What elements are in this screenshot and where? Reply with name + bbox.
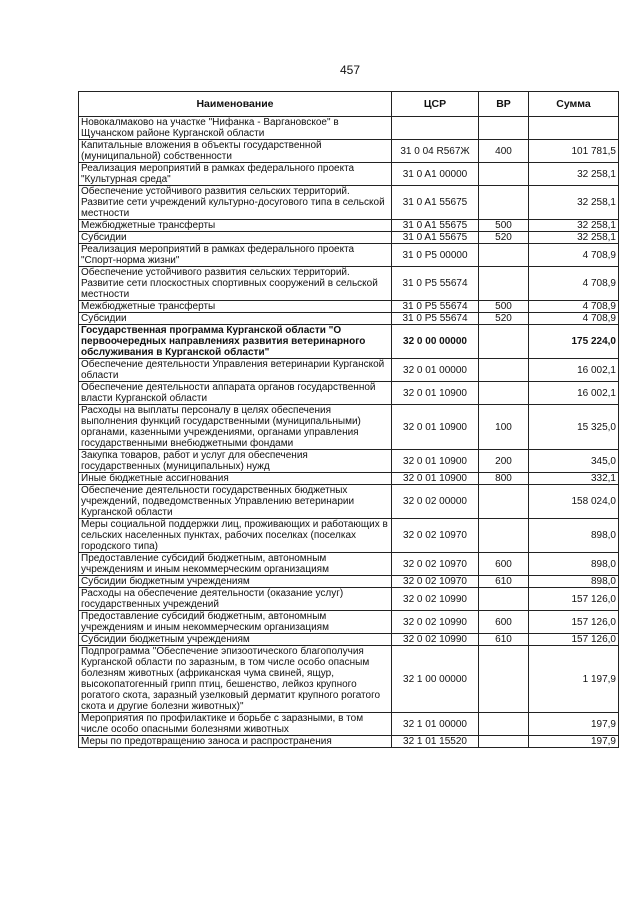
table-row: [79, 163, 619, 186]
row-vr: 100: [479, 405, 529, 450]
row-csr: 32 1 01 15520: [392, 736, 479, 748]
column-header-name: Наименование: [79, 92, 392, 117]
row-vr: 520: [479, 232, 529, 244]
row-sum: 898,0: [529, 576, 619, 588]
table-row: [79, 359, 619, 382]
table-row: [79, 713, 619, 736]
row-sum: 4 708,9: [529, 267, 619, 301]
row-sum: 157 126,0: [529, 634, 619, 646]
row-sum: 345,0: [529, 450, 619, 473]
row-csr: 31 0 P5 55674: [392, 313, 479, 325]
row-sum: 4 708,9: [529, 301, 619, 313]
row-sum: 4 708,9: [529, 313, 619, 325]
row-sum: 16 002,1: [529, 382, 619, 405]
table-header-row: [79, 92, 619, 117]
row-name: Закупка товаров, работ и услуг для обеспечения государственных (муниципальных) нужд: [79, 450, 392, 473]
row-vr: 200: [479, 450, 529, 473]
row-sum: 101 781,5: [529, 140, 619, 163]
table-row: [79, 485, 619, 519]
row-name: Обеспечение деятельности аппарата органов государственной власти Курганской области: [79, 382, 392, 405]
row-name: Мероприятия по профилактике и борьбе с заразными, в том числе особо опасными болезнями животных: [79, 713, 392, 736]
row-sum: 32 258,1: [529, 186, 619, 220]
row-name: Межбюджетные трансферты: [79, 220, 392, 232]
row-csr: 32 0 02 10990: [392, 634, 479, 646]
row-name: Обеспечение устойчивого развития сельских территорий. Развитие сети плоскостных спортивных сооружений в сельской местности: [79, 267, 392, 301]
row-name: Расходы на обеспечение деятельности (оказание услуг) государственных учреждений: [79, 588, 392, 611]
row-sum: 157 126,0: [529, 588, 619, 611]
row-vr: 610: [479, 576, 529, 588]
table-row: [79, 382, 619, 405]
table-row: [79, 220, 619, 232]
row-vr: [479, 244, 529, 267]
row-vr: [479, 267, 529, 301]
table-row: [79, 736, 619, 748]
row-csr: 32 0 01 10900: [392, 382, 479, 405]
table-row: [79, 588, 619, 611]
table-row: [79, 117, 619, 140]
row-vr: 520: [479, 313, 529, 325]
row-csr: [392, 117, 479, 140]
row-sum: 898,0: [529, 553, 619, 576]
row-sum: 16 002,1: [529, 359, 619, 382]
row-csr: 31 0 A1 55675: [392, 220, 479, 232]
row-name: Субсидии бюджетным учреждениям: [79, 634, 392, 646]
row-sum: 898,0: [529, 519, 619, 553]
table-row: [79, 140, 619, 163]
row-csr: 32 0 02 10990: [392, 611, 479, 634]
row-name: Капитальные вложения в объекты государственной (муниципальной) собственности: [79, 140, 392, 163]
row-sum: 4 708,9: [529, 244, 619, 267]
row-csr: 32 0 02 10970: [392, 519, 479, 553]
row-sum: 32 258,1: [529, 163, 619, 186]
row-csr: 31 0 04 R567Ж: [392, 140, 479, 163]
row-vr: [479, 163, 529, 186]
table-row: [79, 325, 619, 359]
row-name: Реализация мероприятий в рамках федерального проекта "Культурная среда": [79, 163, 392, 186]
row-sum: 175 224,0: [529, 325, 619, 359]
table-row: [79, 301, 619, 313]
row-vr: [479, 117, 529, 140]
row-vr: [479, 646, 529, 713]
row-csr: 32 0 02 10970: [392, 576, 479, 588]
row-name: Меры по предотвращению заноса и распространения: [79, 736, 392, 748]
row-csr: 32 0 00 00000: [392, 325, 479, 359]
table-row: [79, 267, 619, 301]
table-body: [79, 117, 619, 748]
row-csr: 31 0 P5 55674: [392, 267, 479, 301]
row-vr: [479, 382, 529, 405]
row-sum: 32 258,1: [529, 220, 619, 232]
row-csr: 32 0 02 10970: [392, 553, 479, 576]
row-sum: 1 197,9: [529, 646, 619, 713]
row-name: Обеспечение деятельности Управления ветеринарии Курганской области: [79, 359, 392, 382]
row-csr: 31 0 P5 55674: [392, 301, 479, 313]
row-name: Субсидии: [79, 313, 392, 325]
table-row: [79, 646, 619, 713]
row-vr: 600: [479, 553, 529, 576]
row-name: Обеспечение устойчивого развития сельских территорий. Развитие сети учреждений культурно-досугового типа в сельской местности: [79, 186, 392, 220]
row-vr: [479, 359, 529, 382]
row-sum: 157 126,0: [529, 611, 619, 634]
row-csr: 32 0 01 10900: [392, 450, 479, 473]
row-csr: 32 0 01 10900: [392, 473, 479, 485]
table-row: [79, 450, 619, 473]
row-name: Иные бюджетные ассигнования: [79, 473, 392, 485]
row-vr: [479, 186, 529, 220]
row-vr: [479, 736, 529, 748]
row-csr: 31 0 A1 55675: [392, 186, 479, 220]
table-row: [79, 576, 619, 588]
row-csr: 31 0 P5 00000: [392, 244, 479, 267]
column-header-vr: ВР: [479, 92, 529, 117]
row-vr: 500: [479, 301, 529, 313]
row-vr: [479, 713, 529, 736]
row-name: Субсидии бюджетным учреждениям: [79, 576, 392, 588]
table-row: [79, 232, 619, 244]
row-csr: 31 0 A1 00000: [392, 163, 479, 186]
row-vr: 400: [479, 140, 529, 163]
row-name: Предоставление субсидий бюджетным, автономным учреждениям и иным некоммерческим организациям: [79, 611, 392, 634]
page-number: 457: [339, 63, 361, 77]
table-row: [79, 519, 619, 553]
row-vr: [479, 588, 529, 611]
row-name: Меры социальной поддержки лиц, проживающих и работающих в сельских населенных пунктах, рабочих поселках (поселках городского типа): [79, 519, 392, 553]
row-name: Государственная программа Курганской области "О первоочередных направлениях развития ветеринарного обслуживания в Курганской области": [79, 325, 392, 359]
row-name: Новокалмаково на участке "Нифанка - Варгановское" в Щучанском районе Курганской области: [79, 117, 392, 140]
budget-table: [78, 91, 619, 748]
row-name: Межбюджетные трансферты: [79, 301, 392, 313]
row-csr: 32 0 02 10990: [392, 588, 479, 611]
row-vr: [479, 325, 529, 359]
row-sum: 32 258,1: [529, 232, 619, 244]
row-name: Субсидии: [79, 232, 392, 244]
row-sum: 15 325,0: [529, 405, 619, 450]
row-name: Подпрограмма "Обеспечение эпизоотического благополучия Курганской области по заразным, в том числе особо опасным болезням животных (африканская чума свиней, ящур, высокопатогенный грипп птиц, бешенство, лейкоз крупного рогатого скота, заразный узелковый дерматит крупного рогатого скота и другие болезни животных)": [79, 646, 392, 713]
row-sum: 158 024,0: [529, 485, 619, 519]
row-vr: 500: [479, 220, 529, 232]
row-csr: 32 0 02 00000: [392, 485, 479, 519]
table-row: [79, 473, 619, 485]
row-csr: 32 1 00 00000: [392, 646, 479, 713]
table-row: [79, 313, 619, 325]
table-row: [79, 634, 619, 646]
row-sum: 197,9: [529, 736, 619, 748]
row-vr: [479, 519, 529, 553]
table-row: [79, 186, 619, 220]
row-sum: 197,9: [529, 713, 619, 736]
row-csr: 31 0 A1 55675: [392, 232, 479, 244]
row-name: Предоставление субсидий бюджетным, автономным учреждениям и иным некоммерческим организациям: [79, 553, 392, 576]
column-header-sum: Сумма: [529, 92, 619, 117]
row-csr: 32 1 01 00000: [392, 713, 479, 736]
row-vr: 600: [479, 611, 529, 634]
table-row: [79, 553, 619, 576]
table-row: [79, 611, 619, 634]
column-header-csr: ЦСР: [392, 92, 479, 117]
row-sum: [529, 117, 619, 140]
row-name: Реализация мероприятий в рамках федерального проекта "Спорт-норма жизни": [79, 244, 392, 267]
row-csr: 32 0 01 10900: [392, 405, 479, 450]
table-row: [79, 244, 619, 267]
row-vr: 800: [479, 473, 529, 485]
row-sum: 332,1: [529, 473, 619, 485]
row-vr: 610: [479, 634, 529, 646]
row-csr: 32 0 01 00000: [392, 359, 479, 382]
row-name: Расходы на выплаты персоналу в целях обеспечения выполнения функций государственными (муниципальными) органами, казенными учреждениями, органами управления государственными внебюджетными фондами: [79, 405, 392, 450]
row-vr: [479, 485, 529, 519]
table-row: [79, 405, 619, 450]
row-name: Обеспечение деятельности государственных бюджетных учреждений, подведомственных Управлению ветеринарии Курганской области: [79, 485, 392, 519]
